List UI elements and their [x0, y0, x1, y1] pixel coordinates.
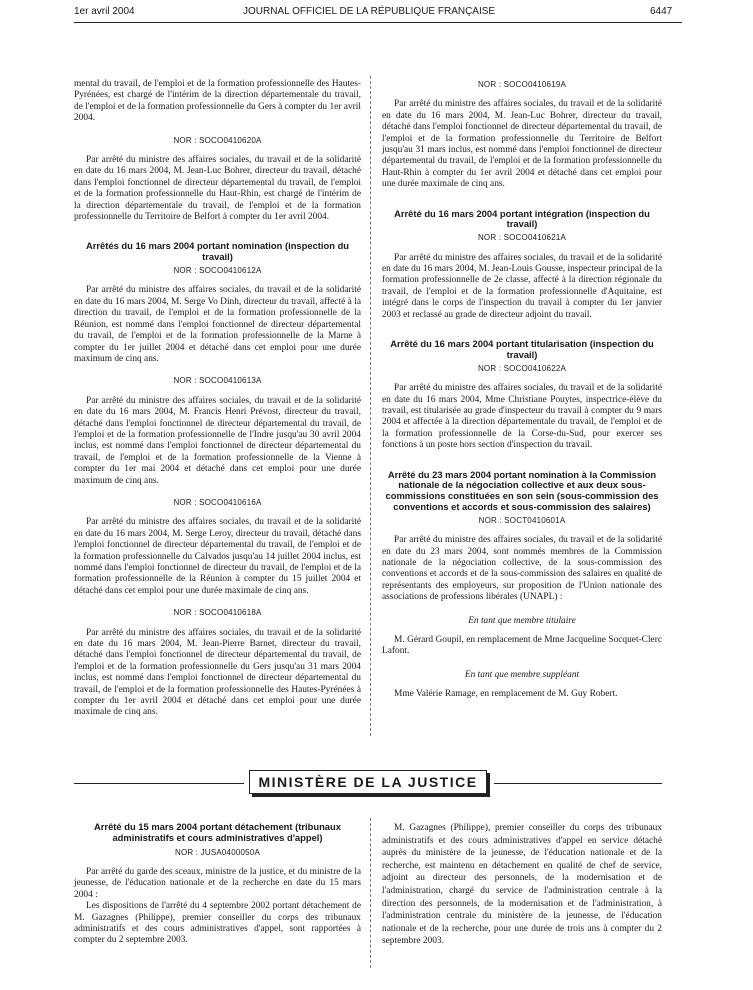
right-column	[382, 79, 662, 701]
member-role-label: En tant que membre titulaire	[468, 615, 576, 626]
paragraph: Par arrêté du ministre des affaires sociales, du travail et de la solidarité en date du 16 mars 2004, M. Jean-Luc Bohrer, directeur du travail, détaché dans l'emploi fonctionnel de directeur départemental du travail, de l'emploi et de la formation professionnelle du Territoire de Belfort jusqu'au 31 mars inclus, est nommé dans l'emploi fonctionnel de directeur départemental du travail, de l'emploi et de la formation professionnelle du Haut-Rhin à compter du 1er avril 2004 et détaché dans cet emploi pour une durée maximale de cinq ans.	[382, 99, 662, 190]
section-heading: Arrêté du 15 mars 2004 portant détachement (tribunaux administratifs et cours administratives d'appel)	[94, 821, 341, 843]
column-divider	[370, 76, 371, 736]
paragraph: Par arrêté du garde des sceaux, ministre de la justice, et du ministre de la jeunesse, de l'éducation nationale et de la recherche en date du 15 mars 2004 :	[74, 867, 361, 900]
nor-reference: NOR : SOCO0410613A	[173, 376, 262, 386]
column-divider	[370, 818, 371, 968]
section-heading: Arrêtés du 16 mars 2004 portant nomination (inspection du travail)	[85, 240, 350, 263]
section-heading: Arrêté du 16 mars 2004 portant intégration (inspection du travail)	[394, 207, 650, 230]
nor-reference: NOR : SOCO0410616A	[173, 497, 262, 507]
paragraph: Par arrêté du ministre des affaires sociales, du travail et de la solidarité en date du 16 mars 2004, M. Jean-Louis Gousse, inspecteur principal de la formation professionnelle de 2e classe, affecté à la direction régionale du travail, de l'emploi et de la formation professionnelle d'Aquitaine, est intégré dans le corps de l'inspection du travail à compter du 1er janvier 2003 et reclassé au grade de directeur adjoint du travail.	[382, 252, 662, 320]
ministry-banner: MINISTÈRE DE LA JUSTICE	[249, 770, 487, 794]
paragraph: Par arrêté du ministre des affaires sociales, du travail et de la solidarité en date du 16 mars 2004, M. Serge Vo Dinh, directeur du travail, affecté à la direction du travail, de l'emploi et de la formation professionnelle de la Réunion, est nommé dans l'emploi fonctionnel de directeur départemental du travail, de l'emploi et de la formation professionnelle de la Marne à compter du 1er juillet 2004 et détaché dans cet emploi pour une durée maximum de cinq ans.	[74, 285, 361, 364]
banner-rule-right	[494, 783, 662, 784]
bottom-right-column	[382, 822, 662, 948]
paragraph: Les dispositions de l'arrêté du 4 septembre 2002 portant détachement de M. Gazagnes (Philippe), premier conseiller du corps des tribunaux administratifs et des cours administratives d'appel, sont rapportées à compter du 2 septembre 2003.	[74, 901, 361, 946]
nor-reference: NOR : SOCO0410622A	[477, 363, 567, 373]
nor-reference: NOR : SOCO0410618A	[173, 608, 262, 618]
banner-rule-left	[74, 783, 244, 784]
nor-reference: NOR : SOCO0410620A	[173, 135, 262, 145]
member-entry: Mme Valérie Ramage, en remplacement de M. Guy Robert.	[394, 689, 618, 700]
paragraph: mental du travail, de l'emploi et de la formation professionnelle des Hautes-Pyrénées, est chargé de l'intérim de la direction départementale du travail, de l'emploi et de la formation professionnelle du Gers à compter du 1er avril 2004.	[74, 79, 361, 124]
nor-reference: NOR : SOCT0410601A	[478, 515, 566, 525]
paragraph: Par arrêté du ministre des affaires sociales, du travail et de la solidarité en date du 16 mars 2004, M. Serge Leroy, directeur du travail, détaché dans l'emploi fonctionnel de directeur départemental du travail, de l'emploi et de la formation professionnelle du Calvados jusqu'au 14 juillet 2004 inclus, est nommé dans l'emploi fonctionnel de directeur du travail, de l'emploi et de la formation professionnelle de la Réunion à compter du 15 juillet 2004 et détaché dans cet emploi pour une durée maximale de cinq ans.	[74, 517, 361, 596]
nor-reference: NOR : SOCO0410612A	[173, 266, 262, 276]
paragraph: Par arrêté du ministre des affaires sociales, du travail et de la solidarité en date du 16 mars 2004, M. Francis Henri Prévost, directeur du travail, détaché dans l'emploi fonctionnel de directeur départemental du travail, de l'emploi et de la formation professionnelle de l'Indre jusqu'au 30 avril 2004 inclus, est nommé dans l'emploi fonctionnel de directeur départemental du travail, de l'emploi et de la formation professionnelle de la Vienne à compter du 1er mai 2004 et détaché dans cet emploi pour une durée maximum de cinq ans.	[74, 395, 361, 486]
nor-reference: NOR : JUSA0400050A	[175, 847, 260, 857]
paragraph: Par arrêté du ministre des affaires sociales, du travail et de la solidarité en date du 16 mars 2004, Mme Christiane Pouytes, inspectrice-élève du travail, est titularisée au grade d'inspecteur du travail à compter du 9 mars 2004 et affectée à la direction départementale du travail, de l'emploi et de la formation professionnelle de la Corse-du-Sud, pour exercer ses fonctions à un poste hors section d'inspection du travail.	[382, 383, 662, 451]
member-role-label: En tant que membre suppléant	[464, 669, 580, 680]
header-page-number: 6447	[650, 6, 673, 17]
section-heading: Arrêté du 23 mars 2004 portant nomination à la Commission nationale de la négociation collective et aux deux sous-commissions constituées en son sein (sous-commission des conventions et accords et sous-commission des salaires)	[385, 468, 659, 512]
member-entry: M. Gérard Goupil, en remplacement de Mme Jacqueline Socquet-Clerc Lafont.	[382, 634, 662, 657]
header-journal-title: JOURNAL OFFICIEL DE LA RÉPUBLIQUE FRANÇAISE	[243, 6, 496, 17]
nor-reference: NOR : SOCO0410621A	[477, 233, 567, 243]
bottom-left-column	[74, 816, 361, 947]
nor-reference: NOR : SOCO0410619A	[477, 80, 567, 89]
section-heading: Arrêté du 16 mars 2004 portant titularisation (inspection du travail)	[390, 338, 654, 360]
paragraph: M. Gazagnes (Philippe), premier conseiller du corps des tribunaux administratifs et des cours administratives d'appel en service détaché auprès du ministère de la jeunesse, de l'éducation nationale et de la recherche, est maintenu en détachement en qualité de chef de service, adjoint au directeur des personnels, de la modernisation et de l'administration, chargé du service de l'administration centrale à la direction des personnels, de la modernisation et de l'administration, à l'administration centrale du ministère de la jeunesse, de l'éducation nationale et de la recherche, pour une durée de trois ans à compter du 2 septembre 2003.	[382, 823, 662, 947]
header-rule	[74, 22, 682, 23]
left-column	[74, 79, 361, 719]
header-date: 1er avril 2004	[74, 6, 135, 17]
paragraph: Par arrêté du ministre des affaires sociales, du travail et de la solidarité en date du 23 mars 2004, sont nommés membres de la Commission nationale de la négociation collective, de la sous-commission des conventions et accords et de la sous-commission des salaires en qualité de représentants des employeurs, sur proposition de l'Union nationale des associations de professions libérales (UNAPL) :	[382, 535, 662, 603]
paragraph: Par arrêté du ministre des affaires sociales, du travail et de la solidarité en date du 16 mars 2004, M. Jean-Pierre Barnet, directeur du travail, détaché dans l'emploi fonctionnel de directeur départemental du travail, de l'emploi et de la formation professionnelle du Gers jusqu'au 31 mars 2004 inclus, est nommé dans l'emploi fonctionnel de directeur départemental du travail, de l'emploi et de la formation professionnelle des Hautes-Pyrénées à compter du 1er avril 2004 et détaché dans cet emploi pour une durée maximale de cinq ans.	[74, 627, 361, 718]
paragraph: Par arrêté du ministre des affaires sociales, du travail et de la solidarité en date du 16 mars 2004, M. Jean-Luc Bohrer, directeur du travail, détaché dans l'emploi fonctionnel de directeur départemental du travail, de l'emploi et de la formation professionnelle du Haut-Rhin, est chargé de l'intérim de la direction départementale du travail, de l'emploi et de la formation professionnelle du Territoire de Belfort à compter du 1er avril 2004.	[74, 155, 361, 223]
